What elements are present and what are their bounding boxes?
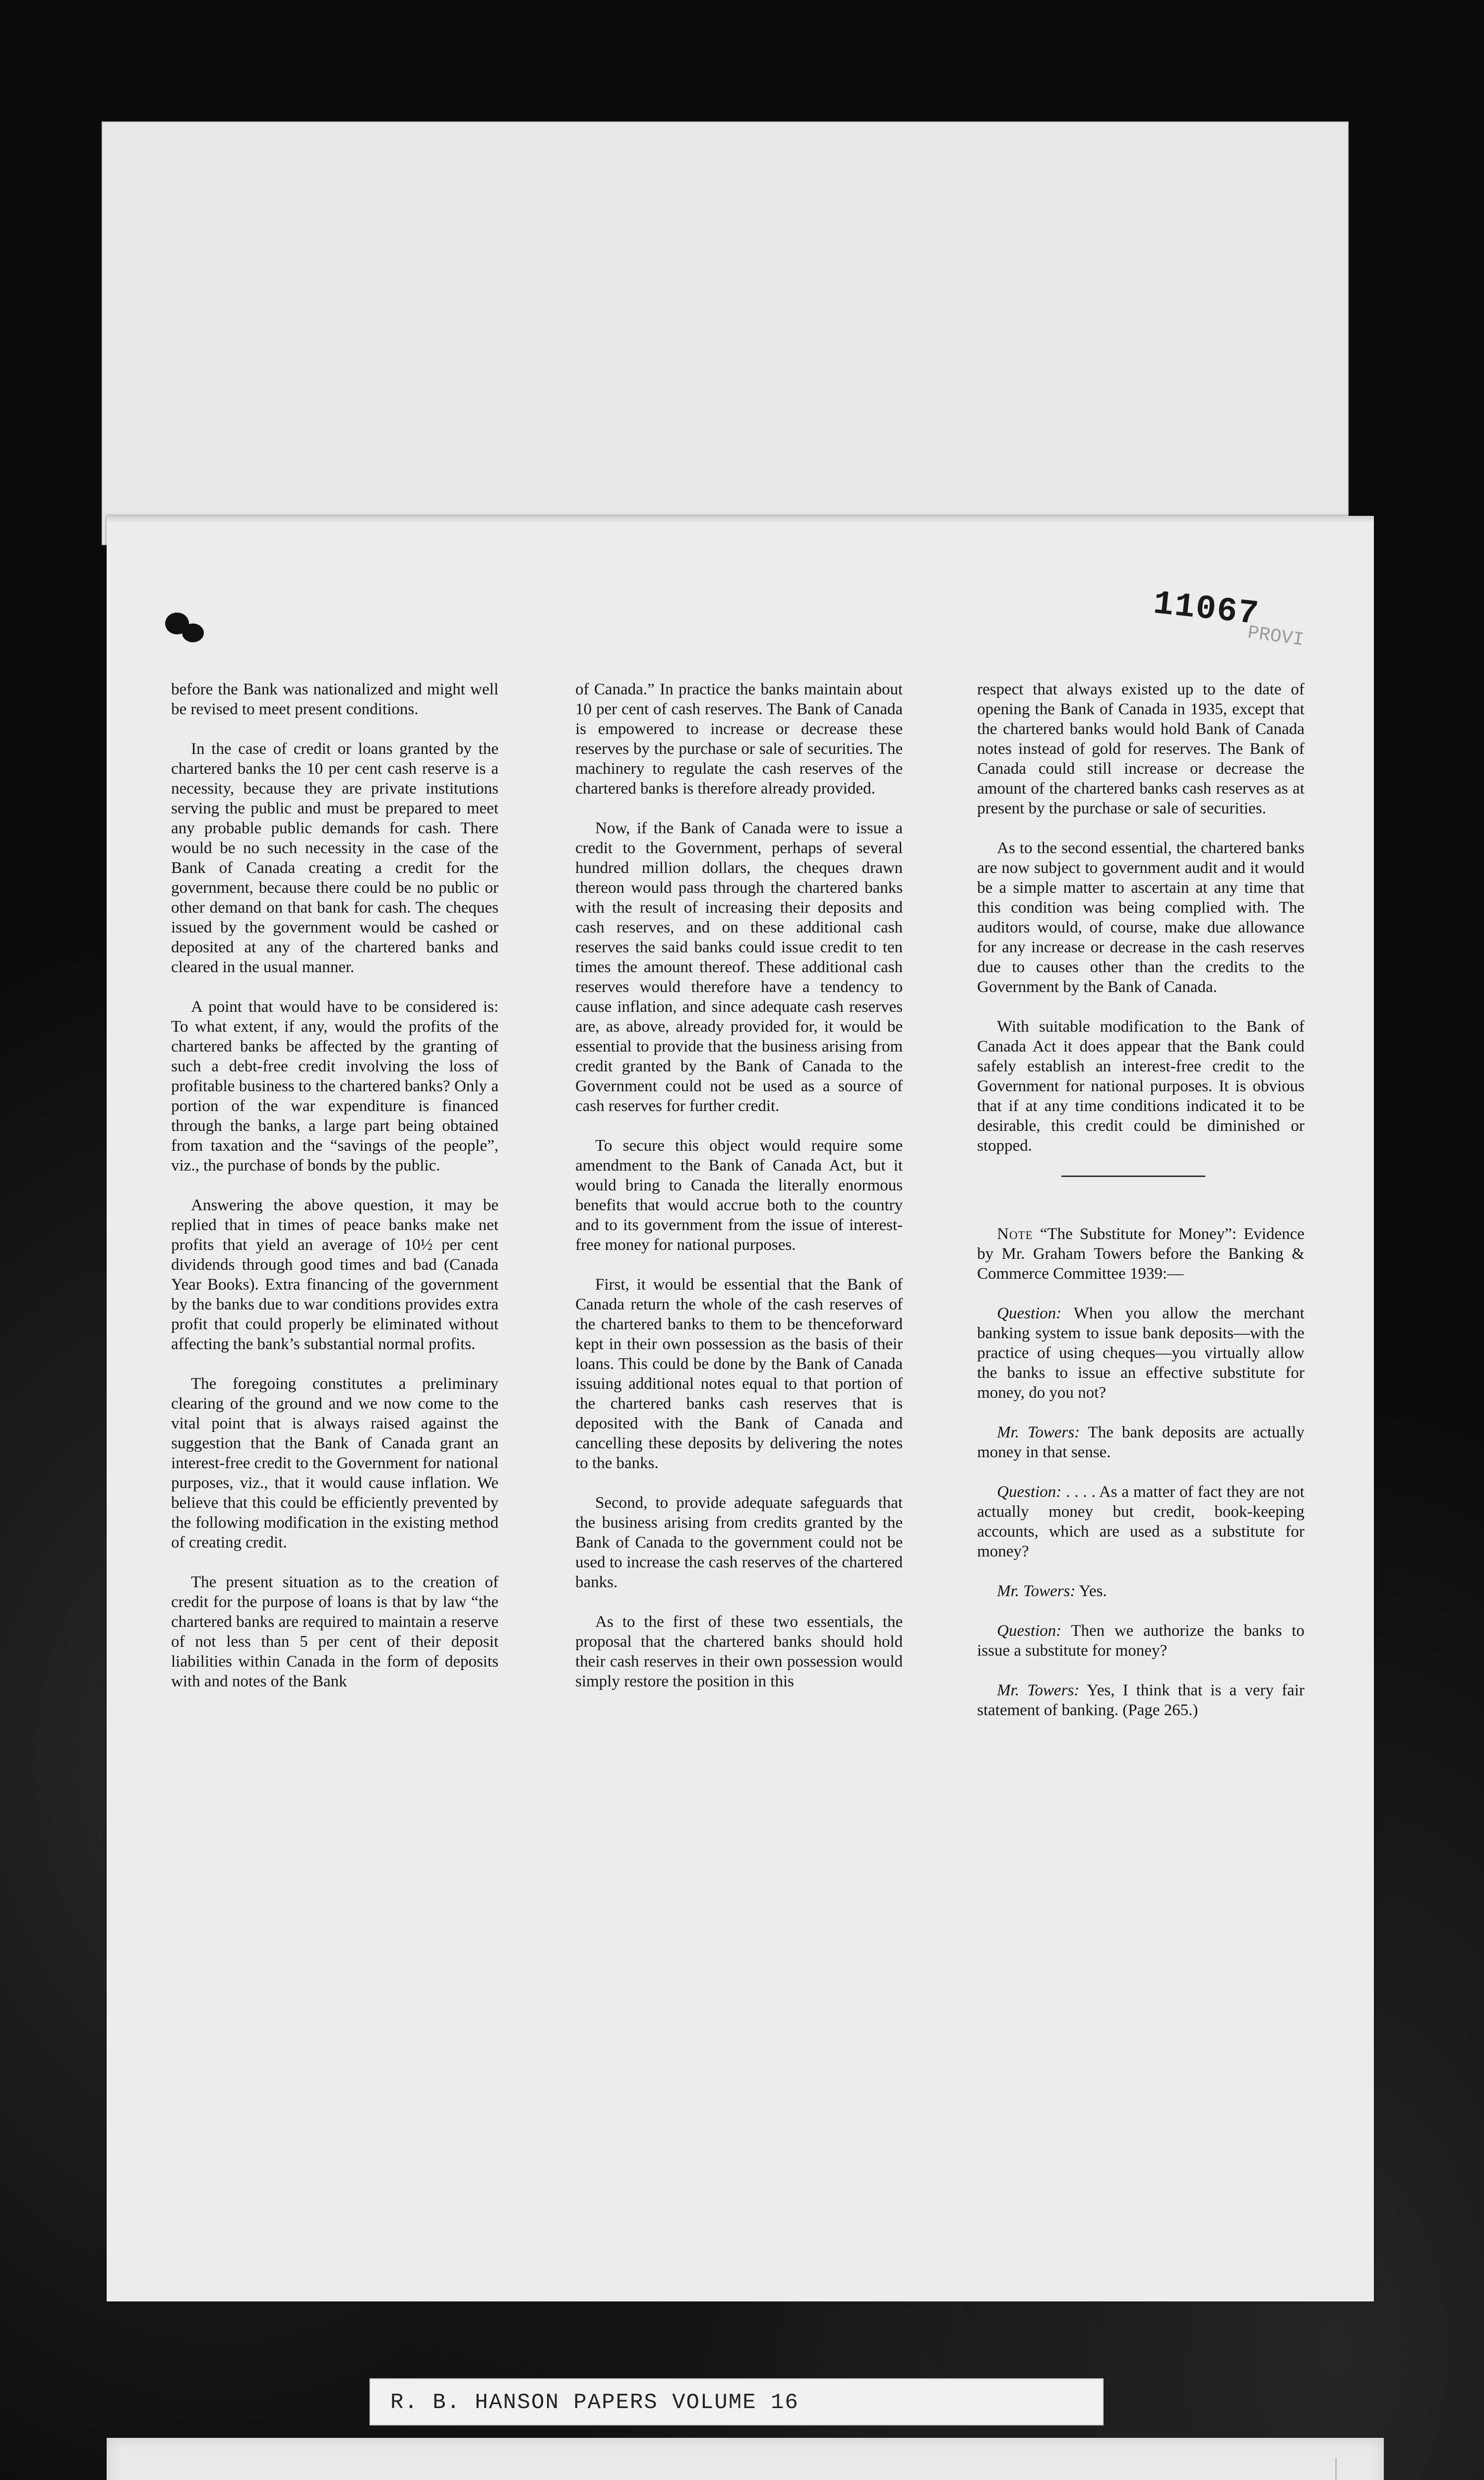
paragraph: A point that would have to be considered is: To what extent, if any, would the profits of the chartered banks be affected by the granting of such a debt-free credit involving the loss of profitable business to the chartered banks? Only a portion of the war expenditure is financed through the banks, a large part being obtained from taxation and the “savings of the people”, viz., the purchase of bonds by the public. (171, 998, 498, 1175)
note-text: “The Substitute for Money”: Evidence by Mr. Graham Towers before the Banking & Commerce Committee 1939:— (977, 1225, 1304, 1283)
column-3 (977, 680, 1304, 1740)
paragraph: respect that always existed up to the date of opening the Bank of Canada in 1935, except that the chartered banks would hold Bank of Canada notes instead of gold for reserves. The Bank of Canada could still increase or decrease the amount of the chartered banks cash reserves as at present by the purchase or sale of securities. (977, 681, 1304, 817)
note-label: Note (997, 1225, 1033, 1243)
speaker: Question: (997, 1304, 1062, 1322)
exchange (977, 1482, 1304, 1561)
exchange (977, 1581, 1304, 1601)
archives-card (107, 2438, 1384, 2480)
document-page (107, 516, 1374, 2301)
paragraph: To secure this object would require some amendment to the Bank of Canada Act, but it would bring to Canada the literally enormous benefits that would accrue both to the country and to its government from the issue of interest-free money for national purposes. (575, 1137, 903, 1254)
exchange-text: When you allow the merchant banking system to issue bank deposits—with the practice of using cheques—you virtually allow the banks to issue an effective substitute for money, do you not? (977, 1304, 1304, 1402)
column-1 (171, 680, 498, 1711)
speaker: Question: (997, 1622, 1062, 1640)
speaker: Mr. Towers: (997, 1582, 1076, 1600)
paragraph: Now, if the Bank of Canada were to issue a credit to the Government, perhaps of several hundred million dollars, the cheques drawn thereon would pass through the chartered banks with the result of increasing their deposits and cash reserves, and on these additional cash reserves the said banks could issue credit to ten times the amount thereof. These additional cash reserves would therefore have a tendency to cause inflation, and since adequate cash reserves are, as above, already provided for, it would be essential to provide that the business arising from credit granted by the Bank of Canada to the Government could not be used as a source of cash reserves for further credit. (575, 819, 903, 1115)
text-columns (171, 680, 1307, 1820)
folio-number: 11067 (1151, 585, 1261, 634)
exchange-text: . . . . As a matter of fact they are not actually money but credit, book-keeping accounts, which are used as a substitute for money? (977, 1483, 1304, 1560)
exchange (977, 1423, 1304, 1462)
column-2 (575, 680, 903, 1711)
paragraph: The present situation as to the creation of credit for the purpose of loans is that by law “the chartered banks are required to maintain a reserve of not less than 5 per cent of their deposit liabilities within Canada in the form of deposits with and notes of the Bank (171, 1573, 498, 1690)
paragraph: Answering the above question, it may be replied that in times of peace banks make net profits that yield an average of 10½ per cent dividends through good times and bad (Canada Year Books). Extra financing of the government by the banks due to war conditions provides extra profit that could properly be eliminated without affecting the bank’s substantial normal profits. (171, 1196, 498, 1353)
paragraph: of Canada.” In practice the banks maintain about 10 per cent of cash reserves. The Bank of Canada is empowered to increase or decrease these reserves by the purchase or sale of securities. The machinery to regulate the cash reserves of the chartered banks is therefore already provided. (575, 681, 903, 798)
paragraph: Second, to provide adequate safeguards that the business arising from credits granted by the Bank of Canada to the government could not be used to increase the cash reserves of the chartered banks. (575, 1494, 903, 1591)
paragraph: In the case of credit or loans granted by the chartered banks the 10 per cent cash reserve is a necessity, because they are private institutions serving the public and must be prepared to meet any probable public demands for cash. There would be no such necessity in the case of the Bank of Canada creating a credit for the government, because there could be no public or other demand on that bank for cash. The cheques issued by the government would be cashed or deposited at any of the chartered banks and cleared in the usual manner. (171, 740, 498, 976)
section-divider (1061, 1176, 1205, 1177)
paragraph: As to the second essential, the chartered banks are now subject to government audit and it would be a simple matter to ascertain at any time that this condition was being complied with. The auditors would, of course, make due allowance for any increase or decrease in the cash reserves due to causes other than the credits to the Government by the Bank of Canada. (977, 839, 1304, 996)
exchange (977, 1680, 1304, 1720)
exchange-text: Yes, I think that is a very fair statement of banking. (Page 265.) (977, 1681, 1304, 1719)
speaker: Question: (997, 1483, 1062, 1501)
paragraph: before the Bank was nationalized and might well be revised to meet present conditions. (171, 681, 498, 718)
collection-label: R. B. HANSON PAPERS VOLUME 16 (370, 2378, 1104, 2425)
speaker: Mr. Towers: (997, 1424, 1080, 1441)
note-paragraph (977, 1224, 1304, 1284)
faint-stamp: PROVI (1246, 622, 1305, 651)
card-edge (1335, 2458, 1337, 2480)
exchange-text: Then we authorize the banks to issue a substitute for money? (977, 1622, 1304, 1660)
paragraph: The foregoing constitutes a preliminary clearing of the ground and we now come to the vital point that is always raised against the suggestion that the Bank of Canada grant an interest-free credit to the Government for national purposes, viz., that it would cause inflation. We believe that this could be efficiently prevented by the following modification in the existing method of creating credit. (171, 1375, 498, 1551)
paragraph: With suitable modification to the Bank of Canada Act it does appear that the Bank could safely establish an interest-free credit to the Government for national purposes. It is obvious that if at any time conditions indicated it to be desirable, this credit could be diminished or stopped. (977, 1018, 1304, 1155)
back-sheet (102, 122, 1349, 545)
paragraph: As to the first of these two essentials, the proposal that the chartered banks should hold their cash reserves in their own possession would simply restore the position in this (575, 1613, 903, 1690)
punch-hole (165, 613, 189, 634)
exchange (977, 1303, 1304, 1403)
exchange-text: The bank deposits are actually money in that sense. (977, 1424, 1304, 1461)
paragraph: First, it would be essential that the Bank of Canada return the whole of the cash reserves of the chartered banks to them to be thenceforward kept in their own possession as the basis of their loans. This could be done by the Bank of Canada issuing additional notes equal to that portion of the chartered banks cash reserves that is deposited with the Bank of Canada and cancelling these deposits by delivering the notes to the banks. (575, 1276, 903, 1472)
exchange-text: Yes. (1075, 1582, 1107, 1600)
speaker: Mr. Towers: (997, 1681, 1080, 1699)
exchange (977, 1621, 1304, 1661)
